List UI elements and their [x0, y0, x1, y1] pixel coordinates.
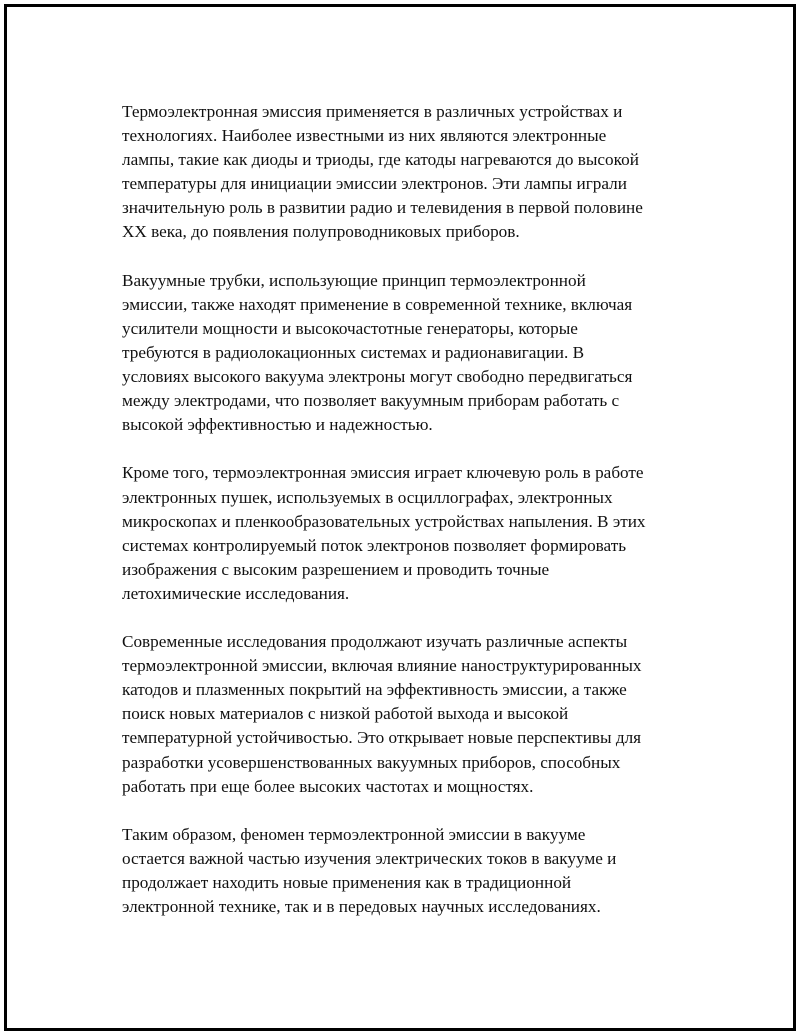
text-line: лампы, такие как диоды и триоды, где катоды нагреваются до высокой: [122, 150, 639, 170]
text-line: катодов и плазменных покрытий на эффективность эмиссии, а также: [122, 680, 627, 700]
text-line: XX века, до появления полупроводниковых приборов.: [122, 222, 520, 242]
text-line: требуются в радиолокационных системах и радионавигации. В: [122, 342, 585, 362]
text-line: эмиссии, также находят применение в современной технике, включая: [122, 294, 633, 314]
text-line: электронных пушек, используемых в осциллографах, электронных: [122, 487, 613, 507]
text-line: изображения с высоким разрешением и проводить точные: [122, 559, 550, 579]
text-line: Современные исследования продолжают изучать различные аспекты: [122, 632, 628, 652]
text-line: температуры для инициации эмиссии электронов. Эти лампы играли: [122, 174, 627, 194]
text-line: системах контролируемый поток электронов позволяет формировать: [122, 535, 627, 555]
text-line: продолжает находить новые применения как в традиционной: [122, 873, 572, 892]
text-line: между электродами, что позволяет вакуумным приборам работать с: [122, 391, 620, 411]
text-line: термоэлектронной эмиссии, включая влияние наноструктурированных: [122, 656, 642, 676]
paragraph-1: [122, 100, 702, 245]
text-line: работать при еще более высоких частотах и мощностях.: [122, 776, 534, 796]
text-line: Кроме того, термоэлектронная эмиссия играет ключевую роль в работе: [122, 463, 644, 483]
text-line: усилители мощности и высокочастотные генераторы, которые: [122, 318, 578, 338]
text-line: условиях высокого вакуума электроны могут свободно передвигаться: [122, 367, 633, 387]
paragraph-2: [122, 269, 702, 438]
paragraph-4: [122, 630, 702, 799]
text-line: значительную роль в развитии радио и телевидения в первой половине: [122, 198, 643, 218]
text-line: Таким образом, феномен термоэлектронной эмиссии в вакууме: [122, 824, 586, 844]
paragraph-3: [122, 461, 702, 606]
text-line: Термоэлектронная эмиссия применяется в различных устройствах и: [122, 102, 623, 121]
document-body: [122, 100, 702, 943]
text-line: Вакуумные трубки, использующие принцип термоэлектронной: [122, 270, 586, 290]
text-line: разработки усовершенствованных вакуумных приборов, способных: [122, 752, 621, 772]
page-frame: [4, 4, 796, 1031]
text-line: поиск новых материалов с низкой работой выхода и высокой: [122, 704, 569, 724]
text-line: технологиях. Наиболее известными из них являются электронные: [122, 126, 607, 146]
text-line: остается важной частью изучения электрических токов в вакууме и: [122, 848, 617, 868]
text-line: температурной устойчивостью. Это открывает новые перспективы для: [122, 728, 642, 748]
text-line: электронной технике, так и в передовых научных исследованиях.: [122, 897, 601, 917]
text-line: высокой эффективностью и надежностью.: [122, 415, 433, 435]
text-line: микроскопах и пленкообразовательных устройствах напыления. В этих: [122, 511, 646, 531]
text-line: летохимические исследования.: [122, 583, 350, 603]
paragraph-5: [122, 823, 702, 919]
